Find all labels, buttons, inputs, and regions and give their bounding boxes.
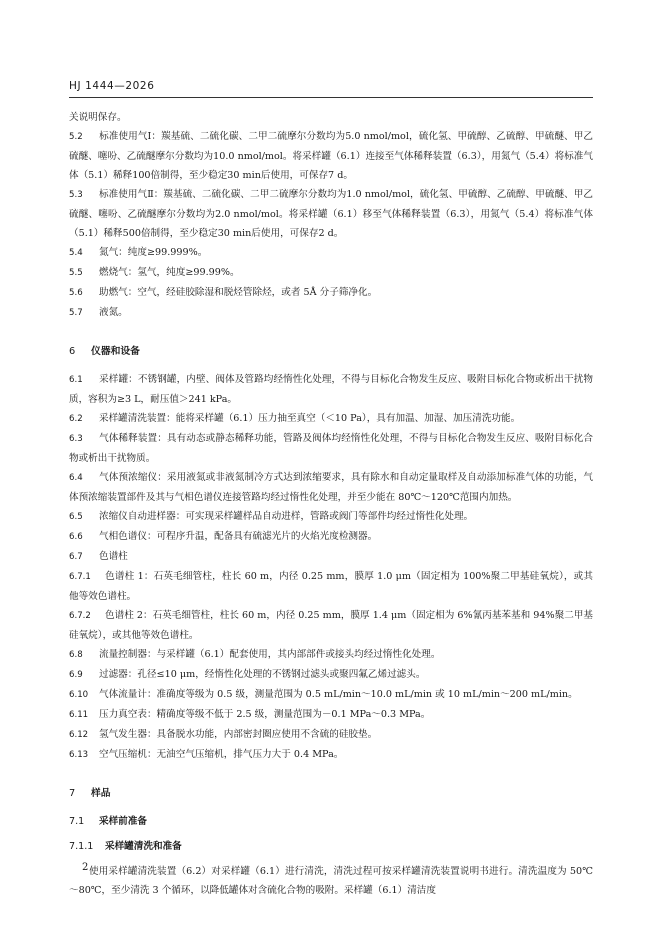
clause-number: 6.3 <box>69 434 83 444</box>
clause-text: 采样罐清洗装置：能将采样罐（6.1）压力抽至真空（＜10 Pa），具有加温、加湿、加压清洗功能。 <box>99 413 521 424</box>
s6-clause <box>69 468 593 507</box>
clause-number: 6.12 <box>69 730 89 740</box>
section-7-1-number: 7.1 <box>69 816 85 827</box>
section-6-title: 仪器和设备 <box>91 346 140 357</box>
clause-text: 过滤器：孔径≤10 μm，经惰性化处理的不锈钢过滤头或聚四氟乙烯过滤头。 <box>99 669 426 680</box>
section-6-heading <box>69 342 593 361</box>
clause-text: 色谱柱 1：石英毛细管柱，柱长 60 m，内径 0.25 mm，膜厚 1.0 μm（固定相为 100%聚二甲基硅氧烷），或其他等效色谱柱。 <box>69 571 593 602</box>
clause-text: 浓缩仪自动进样器：可实现采样罐样品自动进样，管路或阀门等部件均经过惰性化处理。 <box>99 511 474 522</box>
section-7-1-1-number: 7.1.1 <box>69 841 94 852</box>
s6-clause <box>69 429 593 468</box>
clause-text: 助燃气：空气，经硅胶除湿和脱烃管除烃，或者 5Å 分子筛净化。 <box>99 287 378 298</box>
s5-clause <box>69 303 593 323</box>
s6-clause <box>69 409 593 429</box>
section-7-heading <box>69 784 593 803</box>
clause-number: 6.1 <box>69 375 83 385</box>
clause-text: 氢气发生器：具备脱水功能，内部密封圈应使用不含硫的硅胶垫。 <box>99 729 378 740</box>
s6-clause <box>69 527 593 547</box>
s6-clause <box>69 507 593 527</box>
s5-clause <box>69 263 593 283</box>
section-6-number: 6 <box>69 346 76 357</box>
page-number: 2 <box>82 862 89 873</box>
clause-number: 6.13 <box>69 750 89 760</box>
section-7-1-1-title: 采样罐清洗和准备 <box>105 841 182 852</box>
clause-number: 5.4 <box>69 248 83 258</box>
clause-text: 标准使用气Ⅱ：羰基硫、二硫化碳、二甲二硫摩尔分数均为1.0 nmol/mol，硫化氢、甲硫醇、乙硫醇、甲硫醚、甲乙硫醚、噻吩、乙硫醚摩尔分数均为2.0 nmol/mol。将采样罐（6.1）移至气体稀释装置（6.3），用氮气（5.4）将标准气体（5.1）稀释500倍制得，至少稳定30 min后使用，可保存2 d。 <box>69 189 593 239</box>
clause-text: 色谱柱 <box>99 551 128 562</box>
clause-number: 6.7.1 <box>69 572 91 582</box>
clause-text: 采样罐：不锈钢罐，内壁、阀体及管路均经惰性化处理，不得与目标化合物发生反应、吸附目标化合物或析出干扰物质，容积为≥3 L，耐压值＞241 kPa。 <box>69 374 593 405</box>
section-7-1-1-paragraph: 使用采样罐清洗装置（6.2）对采样罐（6.1）进行清洗，清洗过程可按采样罐清洗装置说明书进行。清洗温度为 50℃～80℃，至少清洗 3 个循环，以降低罐体对含硫化合物的吸附。采样罐（6.1）清洁度 <box>69 866 593 896</box>
s5-clause <box>69 185 593 243</box>
lead-paragraph: 关说明保存。 <box>69 112 127 123</box>
clause-text: 液氮。 <box>99 307 128 318</box>
section-7-title: 样品 <box>91 788 111 799</box>
clause-number: 5.7 <box>69 308 83 318</box>
document-header-id: HJ 1444—2026 <box>69 80 155 92</box>
s6-clause <box>69 645 593 665</box>
clause-text: 空气压缩机：无油空气压缩机，排气压力大于 0.4 MPa。 <box>99 749 344 760</box>
clause-number: 6.10 <box>69 690 89 700</box>
clause-number: 6.11 <box>69 710 89 720</box>
clause-text: 燃烧气：氢气，纯度≥99.99%。 <box>99 267 240 278</box>
clause-text: 色谱柱 2：石英毛细管柱，柱长 60 m，内径 0.25 mm，膜厚 1.4 μm（固定相为 6%氰丙基苯基和 94%聚二甲基硅氧烷），或其他等效色谱柱。 <box>69 610 593 641</box>
s5-clause <box>69 283 593 303</box>
clause-text: 流量控制器：与采样罐（6.1）配套使用，其内部部件或接头均经过惰性化处理。 <box>99 649 441 660</box>
s6-clause <box>69 665 593 685</box>
section-7-1-1-heading <box>69 837 593 856</box>
clause-number: 6.7.2 <box>69 611 91 621</box>
clause-text: 标准使用气Ⅰ：羰基硫、二硫化碳、二甲二硫摩尔分数均为5.0 nmol/mol，硫化氢、甲硫醇、乙硫醇、甲硫醚、甲乙硫醚、噻吩、乙硫醚摩尔分数均为10.0 nmol/mol。将采样罐（6.1）连接至气体稀释装置（6.3），用氮气（5.4）将标准气体（5.1）稀释100倍制得，至少稳定30 min后使用，可保存7 d。 <box>69 131 593 181</box>
s5-clause <box>69 127 593 185</box>
clause-number: 6.8 <box>69 650 83 660</box>
s6-clause <box>69 685 593 705</box>
clause-text: 气体稀释装置：具有动态或静态稀释功能，管路及阀体均经惰性化处理，不得与目标化合物发生反应、吸附目标化合物或析出干扰物质。 <box>69 433 593 464</box>
clause-number: 5.6 <box>69 288 83 298</box>
clause-text: 压力真空表：精确度等级不低于 2.5 级，测量范围为－0.1 MPa～0.3 MPa。 <box>99 709 431 720</box>
section-7-number: 7 <box>69 788 76 799</box>
clause-text: 气体流量计：准确度等级为 0.5 级，测量范围为 0.5 mL/min～10.0 mL/min 或 10 mL/min～200 mL/min。 <box>99 689 578 700</box>
s6-clause <box>69 567 593 606</box>
clause-number: 5.2 <box>69 132 83 142</box>
s6-clause <box>69 725 593 745</box>
header-rule <box>69 97 593 98</box>
clause-text: 氮气：纯度≥99.999%。 <box>99 247 208 258</box>
s6-clause <box>69 370 593 409</box>
clause-number: 6.6 <box>69 532 83 542</box>
s6-clause <box>69 745 593 765</box>
document-body <box>69 108 593 900</box>
clause-number: 5.5 <box>69 268 83 278</box>
clause-number: 5.3 <box>69 190 83 200</box>
section-6-list <box>69 370 593 765</box>
clause-number: 6.4 <box>69 473 83 483</box>
s6-clause <box>69 705 593 725</box>
clause-number: 6.7 <box>69 552 83 562</box>
clause-text: 气体预浓缩仪：采用液氮或非液氮制冷方式达到浓缩要求，具有除水和自动定量取样及自动添加标准气体的功能，气体预浓缩装置部件及其与气相色谱仪连接管路均经过惰性化处理，并至少能在 80℃～120℃范围内加热。 <box>69 472 593 503</box>
clause-number: 6.5 <box>69 512 83 522</box>
section-7-1-heading <box>69 812 593 831</box>
s6-clause <box>69 547 593 567</box>
clause-text: 气相色谱仪：可程序升温，配备具有硫滤光片的火焰光度检测器。 <box>99 531 378 542</box>
s6-clause <box>69 606 593 645</box>
section-5-list <box>69 127 593 323</box>
clause-number: 6.2 <box>69 414 83 424</box>
clause-number: 6.9 <box>69 670 83 680</box>
section-7-1-title: 采样前准备 <box>99 816 147 827</box>
s5-clause <box>69 243 593 263</box>
